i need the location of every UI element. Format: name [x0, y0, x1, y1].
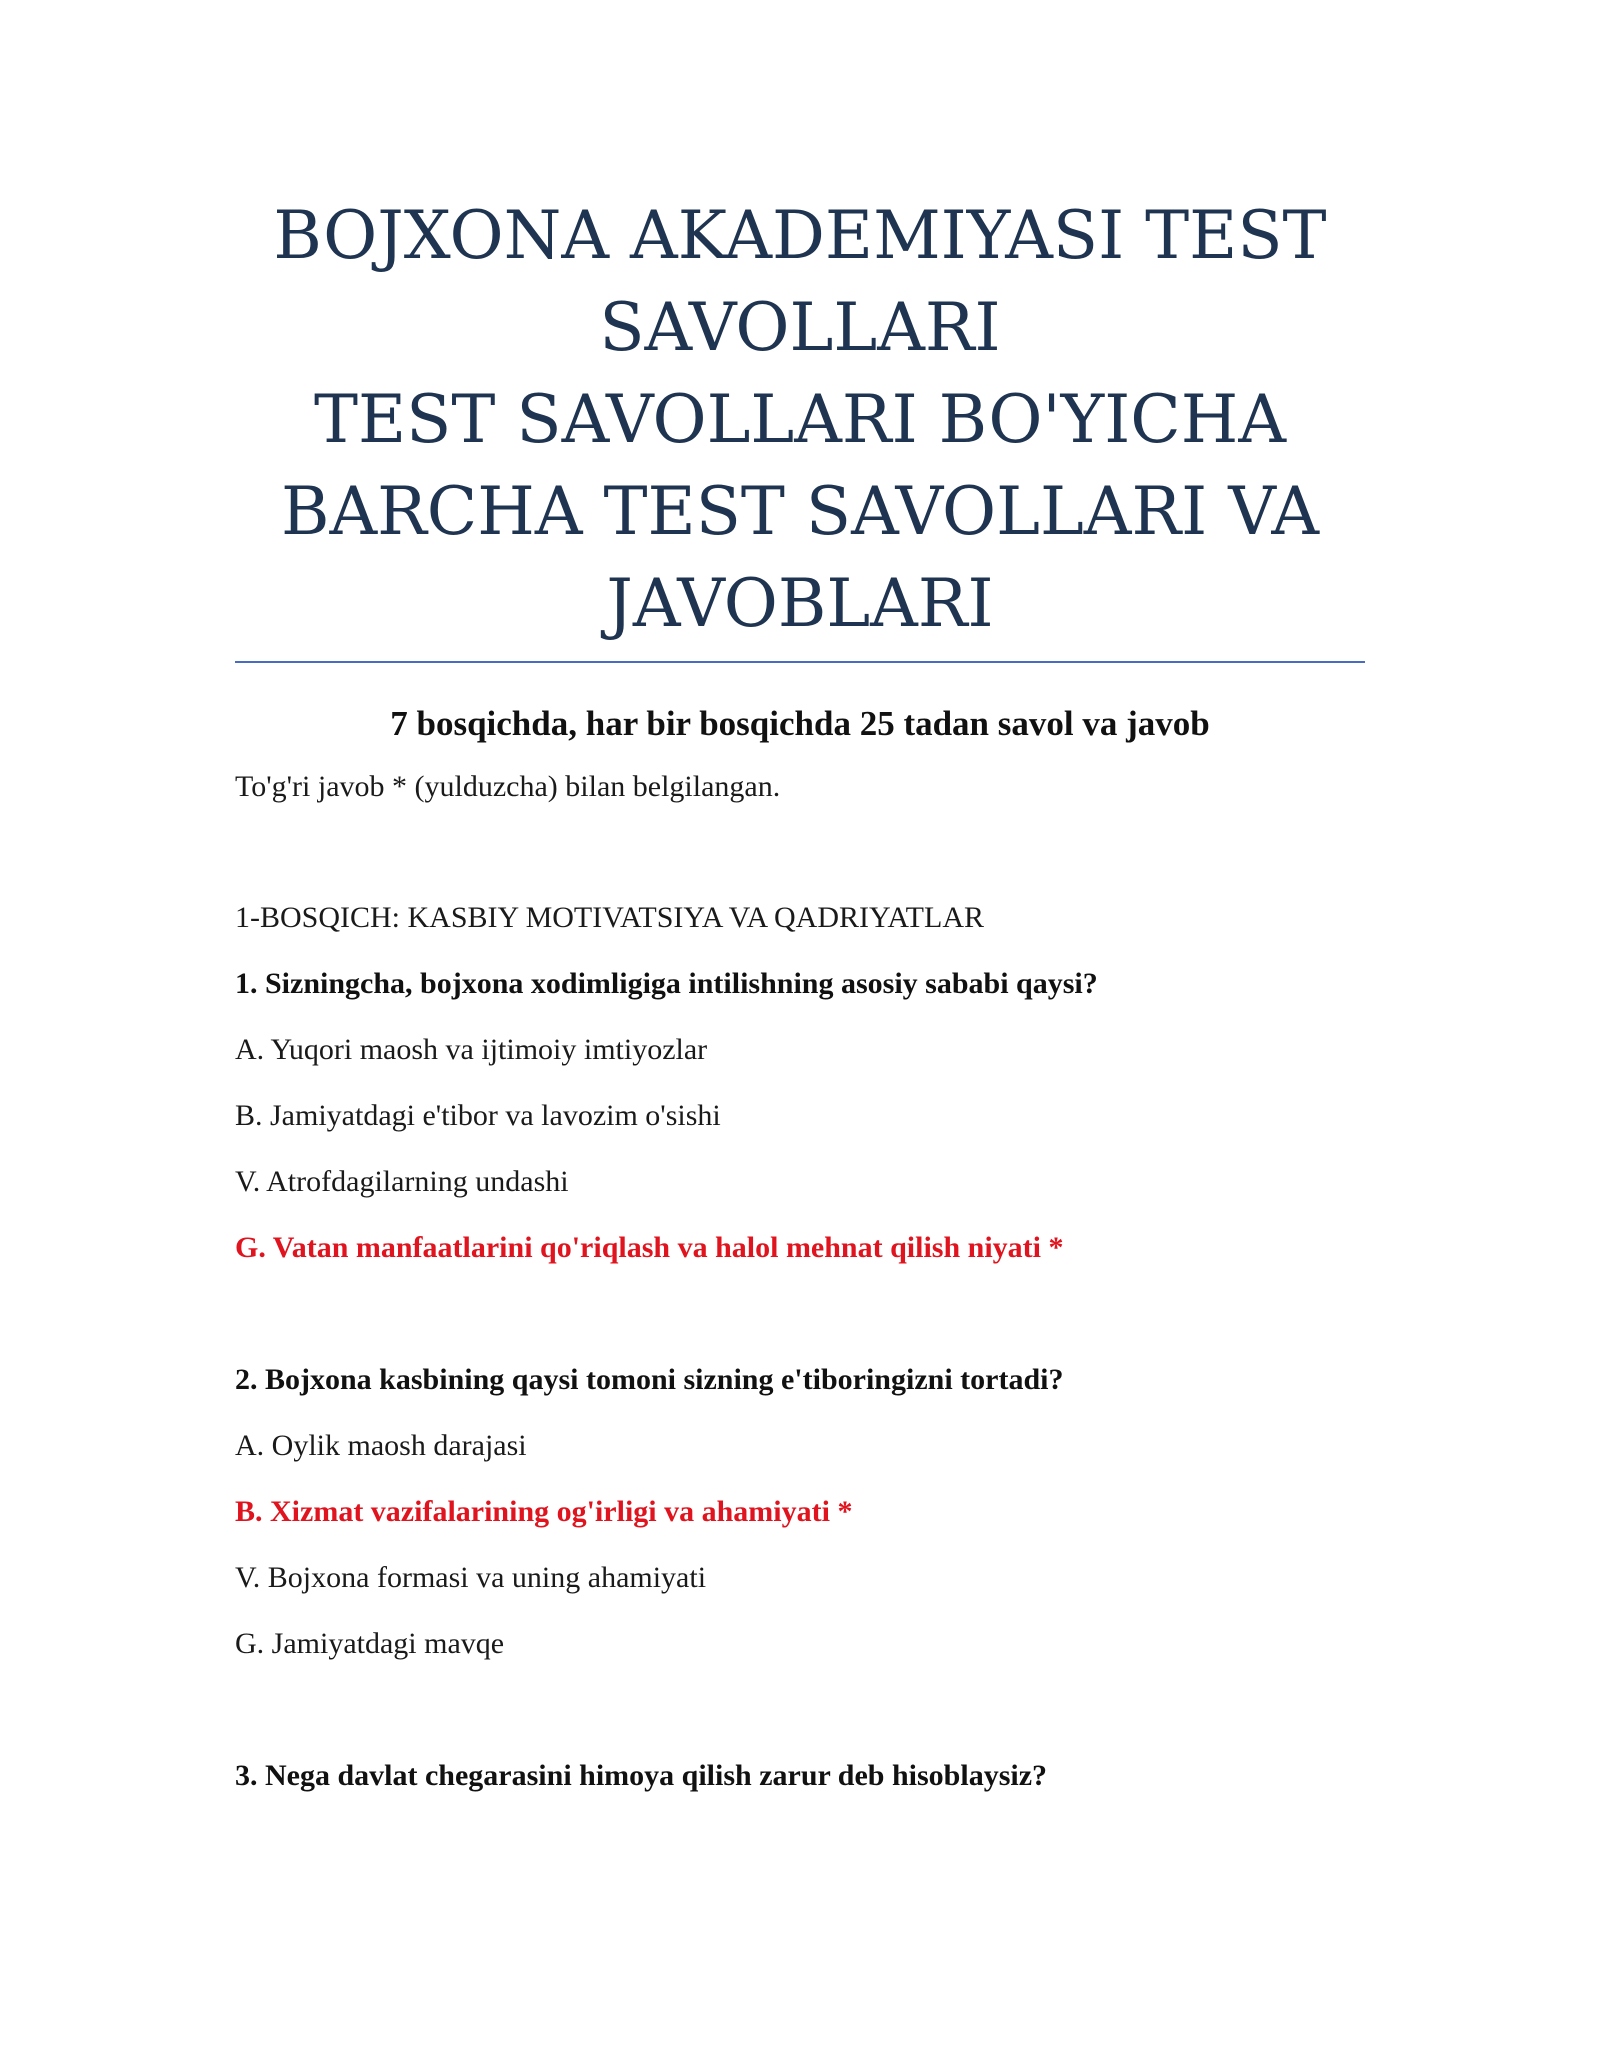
question-1-option-v: V. Atrofdagilarning undashi	[235, 1165, 569, 1198]
title-line-3: TEST SAVOLLARI BO'YICHA	[313, 381, 1287, 458]
question-1: 1. Sizningcha, bojxona xodimligiga intilishning asosiy sababi qaysi?	[235, 967, 1098, 1000]
section-heading: 1-BOSQICH: KASBIY MOTIVATSIYA VA QADRIYATLAR	[235, 901, 984, 934]
question-2-option-g: G. Jamiyatdagi mavqe	[235, 1627, 505, 1660]
title-line-2: SAVOLLARI	[599, 289, 1001, 366]
title-divider	[235, 661, 1365, 663]
question-1-option-g-correct: G. Vatan manfaatlarini qo'riqlash va halol mehnat qilish niyati *	[235, 1231, 1064, 1264]
document-title	[235, 190, 1365, 650]
question-2-option-b-correct: B. Xizmat vazifalarining og'irligi va ahamiyati *	[235, 1495, 853, 1528]
document-subtitle: 7 bosqichda, har bir bosqichda 25 tadan savol va javob	[390, 704, 1210, 743]
question-1-option-b: B. Jamiyatdagi e'tibor va lavozim o'sishi	[235, 1099, 721, 1132]
question-2-option-a: A. Oylik maosh darajasi	[235, 1429, 527, 1462]
answer-key-note: To'g'ri javob * (yulduzcha) bilan belgilangan.	[235, 770, 781, 803]
question-3: 3. Nega davlat chegarasini himoya qilish zarur deb hisoblaysiz?	[235, 1759, 1048, 1792]
question-2-option-v: V. Bojxona formasi va uning ahamiyati	[235, 1561, 707, 1594]
question-1-option-a: A. Yuqori maosh va ijtimoiy imtiyozlar	[235, 1033, 708, 1066]
title-line-5: JAVOBLARI	[606, 565, 994, 642]
question-2: 2. Bojxona kasbining qaysi tomoni sizning e'tiboringizni tortadi?	[235, 1363, 1064, 1396]
title-line-1: BOJXONA AKADEMIYASI TEST	[273, 197, 1327, 274]
title-line-4: BARCHA TEST SAVOLLARI VA	[280, 473, 1320, 550]
